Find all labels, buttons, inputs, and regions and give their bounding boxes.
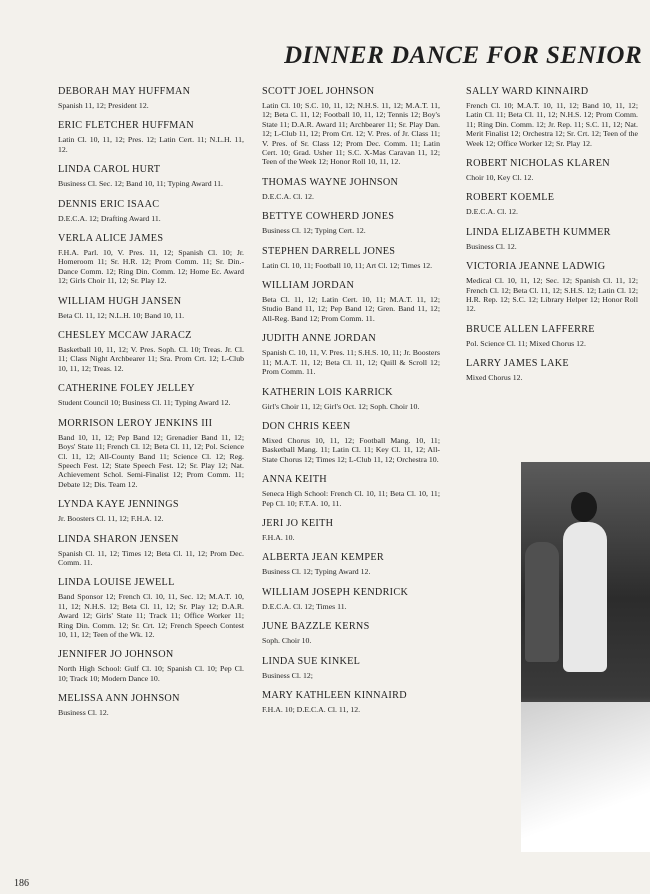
- page-title: DINNER DANCE FOR SENIOR: [284, 42, 643, 69]
- senior-activities: D.E.C.A. Cl. 12.: [262, 191, 314, 201]
- senior-activities: D.E.C.A. Cl. 12; Times 11.: [262, 601, 347, 611]
- senior-activities: D.E.C.A. Cl. 12.: [466, 207, 518, 217]
- column-2: [262, 86, 440, 724]
- senior-entry: [262, 474, 440, 508]
- senior-activities: Medical Cl. 10, 11, 12; Sec. 12; Spanish Cl. 11, 12; French Cl. 12; Beta Cl. 11, 12; S.H.S. 12; Latin Cl. 12; H.R. Rep. 12; S.C. 12; Library Helper 12; Honor Roll 12.: [466, 276, 638, 314]
- senior-activities: Mixed Chorus 12.: [466, 373, 523, 383]
- senior-entry: [262, 211, 440, 235]
- senior-entry: [58, 534, 244, 568]
- senior-activities: Spanish 11, 12; President 12.: [58, 101, 149, 110]
- column-3: [466, 86, 638, 393]
- senior-entry: [466, 358, 638, 382]
- senior-activities: Latin Cl. 10; S.C. 10, 11, 12; N.H.S. 11, 12; M.A.T. 11, 12; Beta C. 11, 12; Football 10, 11, 12; Tennis 12; Boy's State 11; D.A.R. Award 11; Archbearer 11; Sr. Play Dan. 12; L-Club 11, 12; Prom Crt. 12; V. Pres. of Jr. Class 11; V. Pres. of Sr. Class 12; Prom Dec. Comm. 11; Latin Cert. 10; Grad. Usher 11; S.C. X-Mas Caravan 11, 12; Teen of the Week 12; Honor Roll 10, 11, 12.: [262, 101, 440, 167]
- page-number: 186: [14, 878, 29, 889]
- senior-activities: North High School: Gulf Cl. 10; Spanish Cl. 10; Pep Cl. 10; Track 10; Modern Dance 10.: [58, 664, 244, 683]
- senior-entry: [58, 383, 244, 407]
- senior-name: STEPHEN DARRELL JONES: [262, 245, 396, 257]
- senior-name: LINDA LOUISE JEWELL: [58, 577, 175, 589]
- senior-entry: [262, 387, 440, 411]
- senior-entry: [58, 86, 244, 110]
- senior-name: DENNIS ERIC ISAAC: [58, 198, 160, 210]
- senior-activities: F.H.A. Parl. 10, V. Pres. 11, 12; Spanish Cl. 10; Jr. Homeroom 11; Sr. H.R. 12; Prom Comm. 11; Sr. Din.-Dance Comm. 12; Ring Din. Comm. 12; Home Ec. Award 12; Girls Choir 11, 12; Sr. Play 12.: [58, 248, 244, 286]
- senior-name: LINDA SHARON JENSEN: [58, 533, 179, 545]
- senior-entry: [262, 177, 440, 201]
- senior-activities: Jr. Boosters Cl. 11, 12; F.H.A. 12.: [58, 514, 164, 524]
- senior-name: DEBORAH MAY HUFFMAN: [58, 86, 191, 97]
- senior-activities: F.H.A. 10; D.E.C.A. Cl. 11, 12.: [262, 704, 361, 714]
- senior-activities: Business Cl. Sec. 12; Band 10, 11; Typing Award 11.: [58, 179, 223, 189]
- senior-name: VICTORIA JEANNE LADWIG: [466, 261, 606, 273]
- senior-name: LINDA SUE KINKEL: [262, 655, 361, 667]
- senior-entry: [58, 499, 244, 523]
- senior-activities: Beta Cl. 11, 12; N.L.H. 10; Band 10, 11.: [58, 310, 185, 320]
- dance-photo: [521, 462, 650, 852]
- senior-entry: [58, 577, 244, 639]
- senior-entry: [262, 552, 440, 576]
- senior-activities: Latin Cl. 10, 11; Football 10, 11; Art Cl. 12; Times 12.: [262, 260, 433, 270]
- senior-name: LINDA ELIZABETH KUMMER: [466, 226, 611, 238]
- senior-name: BRUCE ALLEN LAFFERRE: [466, 323, 595, 335]
- senior-entry: [58, 164, 244, 188]
- senior-activities: Spanish Cl. 11, 12; Times 12; Beta Cl. 11, 12; Prom Dec. Comm. 11.: [58, 548, 244, 567]
- senior-name: MARY KATHLEEN KINNAIRD: [262, 689, 407, 701]
- senior-name: ROBERT KOEMLE: [466, 192, 555, 204]
- senior-entry: [262, 587, 440, 611]
- senior-activities: Business Cl. 12.: [58, 708, 109, 718]
- senior-name: JENNIFER JO JOHNSON: [58, 649, 174, 661]
- senior-name: MELISSA ANN JOHNSON: [58, 693, 180, 705]
- senior-activities: Spanish C. 10, 11, V. Pres. 11; S.H.S. 10, 11; Jr. Boosters 11; M.A.T. 11, 12; Beta Cl. 11, 12; Quill & Scroll 12; Prom Comm. 11.: [262, 348, 440, 377]
- senior-entry: [262, 656, 440, 680]
- senior-name: JUDITH ANNE JORDAN: [262, 333, 377, 345]
- senior-entry: [262, 518, 440, 542]
- column-1: [58, 86, 244, 728]
- senior-activities: Business Cl. 12;: [262, 670, 313, 680]
- senior-entry: [58, 330, 244, 373]
- senior-entry: [466, 227, 638, 251]
- senior-entry: [466, 158, 638, 182]
- senior-activities: Girl's Choir 11, 12; Girl's Oct. 12; Soph. Choir 10.: [262, 401, 420, 411]
- senior-entry: [262, 280, 440, 323]
- senior-name: BETTYE COWHERD JONES: [262, 211, 395, 223]
- senior-entry: [262, 421, 440, 464]
- senior-name: ALBERTA JEAN KEMPER: [262, 552, 384, 564]
- senior-entry: [466, 324, 638, 348]
- senior-entry: [466, 86, 638, 148]
- senior-name: JUNE BAZZLE KERNS: [262, 621, 370, 633]
- senior-activities: Choir 10, Key Cl. 12.: [466, 173, 534, 183]
- senior-activities: D.E.C.A. 12; Drafting Award 11.: [58, 213, 161, 223]
- senior-activities: French Cl. 10; M.A.T. 10, 11, 12; Band 10, 11, 12; Latin Cl. 11; Beta Cl. 11, 12; N.H.S. 12; Prom Comm. 11; Ring Din. Comm. 12; Jr. Rep. 11; S.C. 11, 12; Nat. Merit Finalist 12; Orchestra 12; Sr. Crt. 12; Teen of the Week 12; Office Worker 12; Sr. Play 12.: [466, 101, 638, 148]
- senior-name: WILLIAM HUGH JANSEN: [58, 295, 182, 307]
- senior-entry: [58, 418, 244, 489]
- senior-name: LARRY JAMES LAKE: [466, 358, 569, 370]
- senior-name: JERI JO KEITH: [262, 517, 334, 529]
- senior-activities: Seneca High School: French Cl. 10, 11; Beta Cl. 10, 11; Pep Cl. 10; F.T.A. 10, 11.: [262, 489, 440, 508]
- senior-name: SALLY WARD KINNAIRD: [466, 86, 589, 97]
- senior-name: ANNA KEITH: [262, 474, 327, 486]
- senior-entry: [58, 693, 244, 717]
- senior-activities: Student Council 10; Business Cl. 11; Typing Award 12.: [58, 398, 231, 408]
- senior-entry: [58, 120, 244, 154]
- senior-entry: [262, 246, 440, 270]
- senior-activities: F.H.A. 10.: [262, 532, 295, 542]
- senior-activities: Band Sponsor 12; French Cl. 10, 11, Sec. 12; M.A.T. 10, 11, 12; N.H.S. 12; Beta Cl. 11, 12; Sr. Play 12; D.A.R. Award 12; Girls' State 11; Track 11; Office Worker 11; Ring Din. Comm. 12; Sr. Crt. 12; French Speech Contest 10, 11, 12; Teen of the Wk. 12.: [58, 592, 244, 639]
- senior-activities: Pol. Science Cl. 11; Mixed Chorus 12.: [466, 338, 586, 348]
- senior-activities: Mixed Chorus 10, 11, 12; Football Mang. 10, 11; Basketball Mang. 11; Latin Cl. 11; Key Cl. 11, 12; All-State Chorus 12; Times 12; L-Club 11, 12; Orchestra 10.: [262, 435, 440, 464]
- senior-name: LINDA CAROL HURT: [58, 164, 161, 176]
- senior-name: CHESLEY MCCAW JARACZ: [58, 330, 192, 342]
- senior-entry: [58, 296, 244, 320]
- senior-entry: [466, 192, 638, 216]
- senior-entry: [58, 199, 244, 223]
- senior-name: DON CHRIS KEEN: [262, 420, 351, 432]
- senior-name: VERLA ALICE JAMES: [58, 233, 164, 245]
- senior-activities: Band 10, 11, 12; Pep Band 12; Grenadier Band 11, 12; Boys' State 11; French Cl. 12; Beta Cl. 11, 12; Pol. Science Cl. 11, 12; All-County Band 11; Science Cl. 12; Reg. Speech Fest. 12; State Speech Fest. 12; Sr. Play 12; Nat. Achievement Schol. Semi-Finalist 12; Prom Comm. 11; Debate 12; Dis. Team 12.: [58, 432, 244, 489]
- senior-entry: [58, 233, 244, 286]
- senior-activities: Business Cl. 12; Typing Cert. 12.: [262, 226, 366, 236]
- senior-name: KATHERIN LOIS KARRICK: [262, 386, 393, 398]
- senior-name: WILLIAM JOSEPH KENDRICK: [262, 586, 409, 598]
- senior-activities: Soph. Choir 10.: [262, 636, 312, 646]
- senior-name: CATHERINE FOLEY JELLEY: [58, 383, 195, 395]
- senior-activities: Business Cl. 12; Typing Award 12.: [262, 567, 371, 577]
- senior-name: ROBERT NICHOLAS KLAREN: [466, 158, 610, 170]
- senior-entry: [262, 333, 440, 376]
- senior-entry: [262, 690, 440, 714]
- senior-name: SCOTT JOEL JOHNSON: [262, 86, 375, 97]
- senior-name: LYNDA KAYE JENNINGS: [58, 499, 179, 511]
- senior-activities: Beta Cl. 11, 12; Latin Cert. 10, 11; M.A.T. 11, 12; Studio Band 11, 12; Pep Band 12; Gren. Band 11, 12; All-Reg. Band 12; Prom Comm. 11.: [262, 295, 440, 323]
- senior-entry: [262, 621, 440, 645]
- senior-entry: [262, 86, 440, 167]
- senior-activities: Basketball 10, 11, 12; V. Pres. Soph. Cl. 10; Treas. Jr. Cl. 11; Class Night Archbearer 11; Sra. Prom Crt. 12; L-Club 10, 11, 12; Treas. 12.: [58, 345, 244, 373]
- senior-name: WILLIAM JORDAN: [262, 280, 355, 292]
- senior-entry: [466, 261, 638, 314]
- senior-name: THOMAS WAYNE JOHNSON: [262, 176, 399, 188]
- senior-name: ERIC FLETCHER HUFFMAN: [58, 120, 194, 132]
- senior-name: MORRISON LEROY JENKINS III: [58, 417, 213, 429]
- senior-activities: Latin Cl. 10, 11, 12; Pres. 12; Latin Cert. 11; N.L.H. 11, 12.: [58, 135, 244, 154]
- senior-activities: Business Cl. 12.: [466, 241, 517, 251]
- senior-entry: [58, 649, 244, 683]
